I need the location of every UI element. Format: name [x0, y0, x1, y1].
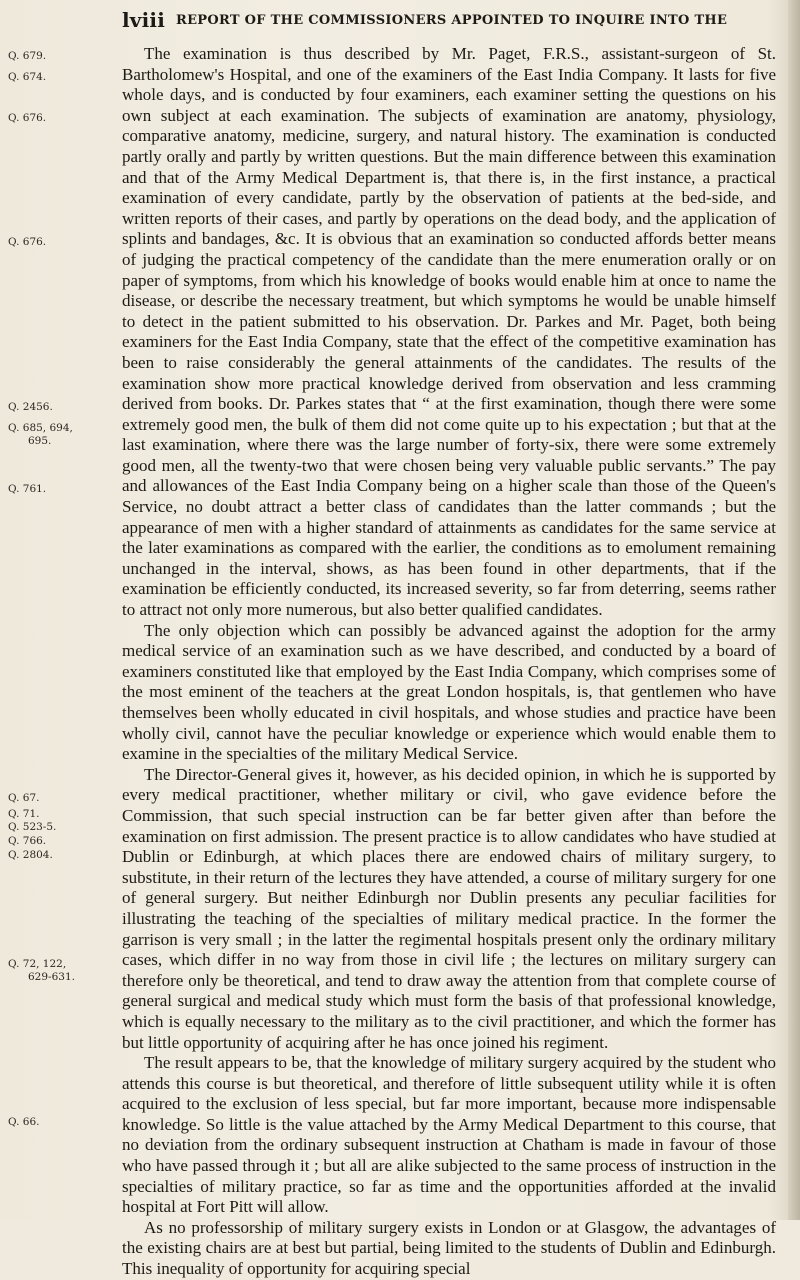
- margin-note: Q. 71.: [8, 808, 40, 820]
- margin-note: Q. 2456.: [8, 401, 53, 413]
- paragraph: The examination is thus described by Mr. Paget, F.R.S., assistant-surgeon of St. Bartholomew's Hospital, and one of the examiners of the East India Company. It lasts for five whole days, and is conducted by four examiners, each examiner setting the questions on his own subject at each examination. The subjects of examination are anatomy, physiology, comparative anatomy, medicine, surgery, and natural history. The examination is conducted partly orally and partly by written questions. But the main difference between this examination and that of the Army Medical Department is, that there is, in the first instance, a practical examination of every candidate, partly by the observation of patients at the bed-side, and written reports of their cases, and partly by operations on the dead body, and the application of splints and bandages, &c. It is obvious that an examination so conducted affords better means of judging the practical competency of the candidate than the mere enumeration orally or on paper of symptoms, from which his knowledge of books would enable him at once to name the disease, or describe the necessary treatment, but which symptoms he would be unable himself to detect in the patient submitted to his observation. Dr. Parkes and Mr. Paget, both being examiners for the East India Company, state that the effect of the competitive examination has been to raise considerably the general attainments of the candidates. The results of the examination show more practical knowledge derived from observation and less cramming derived from books. Dr. Parkes states that “ at the first examination, though there were some extremely good men, the bulk of them did not come quite up to his expectation ; but that at the last examination, where there was the large number of forty-six, there were some extremely good men, all the twenty-two that were chosen being very valuable public servants.” The pay and allowances of the East India Company being on a higher scale than those of the Queen's Service, no doubt attract a better class of candidates than the latter commands ; but the appearance of men with a higher standard of attainments as candidates for the same service at the later examinations as compared with the earlier, the conditions as to emolument remaining unchanged in the interval, shows, as has been found in other departments, that if the examination be efficiently conducted, its increased severity, so far from deterring, seems rather to attract not only more numerous, but also better qualified candidates.: [122, 44, 776, 620]
- page-header: [0, 8, 800, 36]
- margin-note: Q. 2804.: [8, 849, 53, 861]
- margin-notes: [8, 0, 112, 1220]
- margin-note: Q. 676.: [8, 112, 47, 124]
- margin-note: Q. 679.: [8, 50, 47, 62]
- margin-note: Q. 72, 122, 629-631.: [8, 958, 75, 983]
- page-number: lviii: [122, 8, 166, 32]
- margin-note: Q. 761.: [8, 483, 47, 495]
- margin-note: Q. 674.: [8, 71, 47, 83]
- paragraph: The only objection which can possibly be advanced against the adoption for the army medical service of an examination such as we have described, and conducted by a board of examiners constituted like that employed by the East India Company, which comprises some of the most eminent of the teachers at the great London hospitals, is, that gentlemen who have themselves been wholly educated in civil hospitals, and whose studies and practice have been wholly civil, cannot have the peculiar knowledge or experience which would enable them to examine in the specialties of the military Medical Service.: [122, 620, 776, 764]
- paragraph: The Director-General gives it, however, as his decided opinion, in which he is supported by every medical practitioner, whether military or civil, who gave evidence before the Commission, that such special instruction can be far better given after than before the examination on first admission. The present practice is to allow candidates who have studied at Dublin or Edinburgh, at which places there are endowed chairs of military surgery, to substitute, in their return of the lectures they have attended, a course of military surgery for one of general surgery. But neither Edinburgh nor Dublin presents any peculiar facilities for illustrating the teaching of the specialties of military medical practice. In the former the garrison is very small ; in the latter the regimental hospitals present only the ordinary military cases, which differ in no way from those in civil life ; the lectures on military surgery can therefore only be theoretical, and tend to draw away the attention from that complete course of general surgical and medical study which must form the basis of that professional knowledge, which is equally necessary to the military as to the civil practitioner, and which the former has but little opportunity of acquiring after he has once joined his regiment.: [122, 764, 776, 1052]
- margin-note: Q. 523-5.: [8, 821, 57, 833]
- margin-note: Q. 685, 694, 695.: [8, 422, 73, 447]
- margin-note: Q. 676.: [8, 236, 47, 248]
- margin-note: Q. 67.: [8, 792, 40, 804]
- margin-note: Q. 766.: [8, 835, 47, 847]
- body-text: [122, 44, 776, 1280]
- page-edge-shadow: [788, 0, 800, 1220]
- paragraph: The result appears to be, that the knowledge of military surgery acquired by the student who attends this course is but theoretical, and therefore of little subsequent utility while it is often acquired to the exclusion of less special, but far more important, because more indispensable knowledge. So little is the value attached by the Army Medical Department to this course, that no deviation from the ordinary subsequent instruction at Chatham is made in favour of those who have passed through it ; but all are alike subjected to the same process of instruction in the specialties of military practice, so far as time and the opportunities afforded at the invalid hospital at Fort Pitt will allow.: [122, 1053, 776, 1217]
- margin-note: Q. 66.: [8, 1116, 40, 1128]
- running-head: REPORT OF THE COMMISSIONERS APPOINTED TO INQUIRE INTO THE: [176, 13, 728, 28]
- paragraph: As no professorship of military surgery exists in London or at Glasgow, the advantages of the existing chairs are at best but partial, being limited to the students of Dublin and Edinburgh. This inequality of opportunity for acquiring special: [122, 1217, 776, 1279]
